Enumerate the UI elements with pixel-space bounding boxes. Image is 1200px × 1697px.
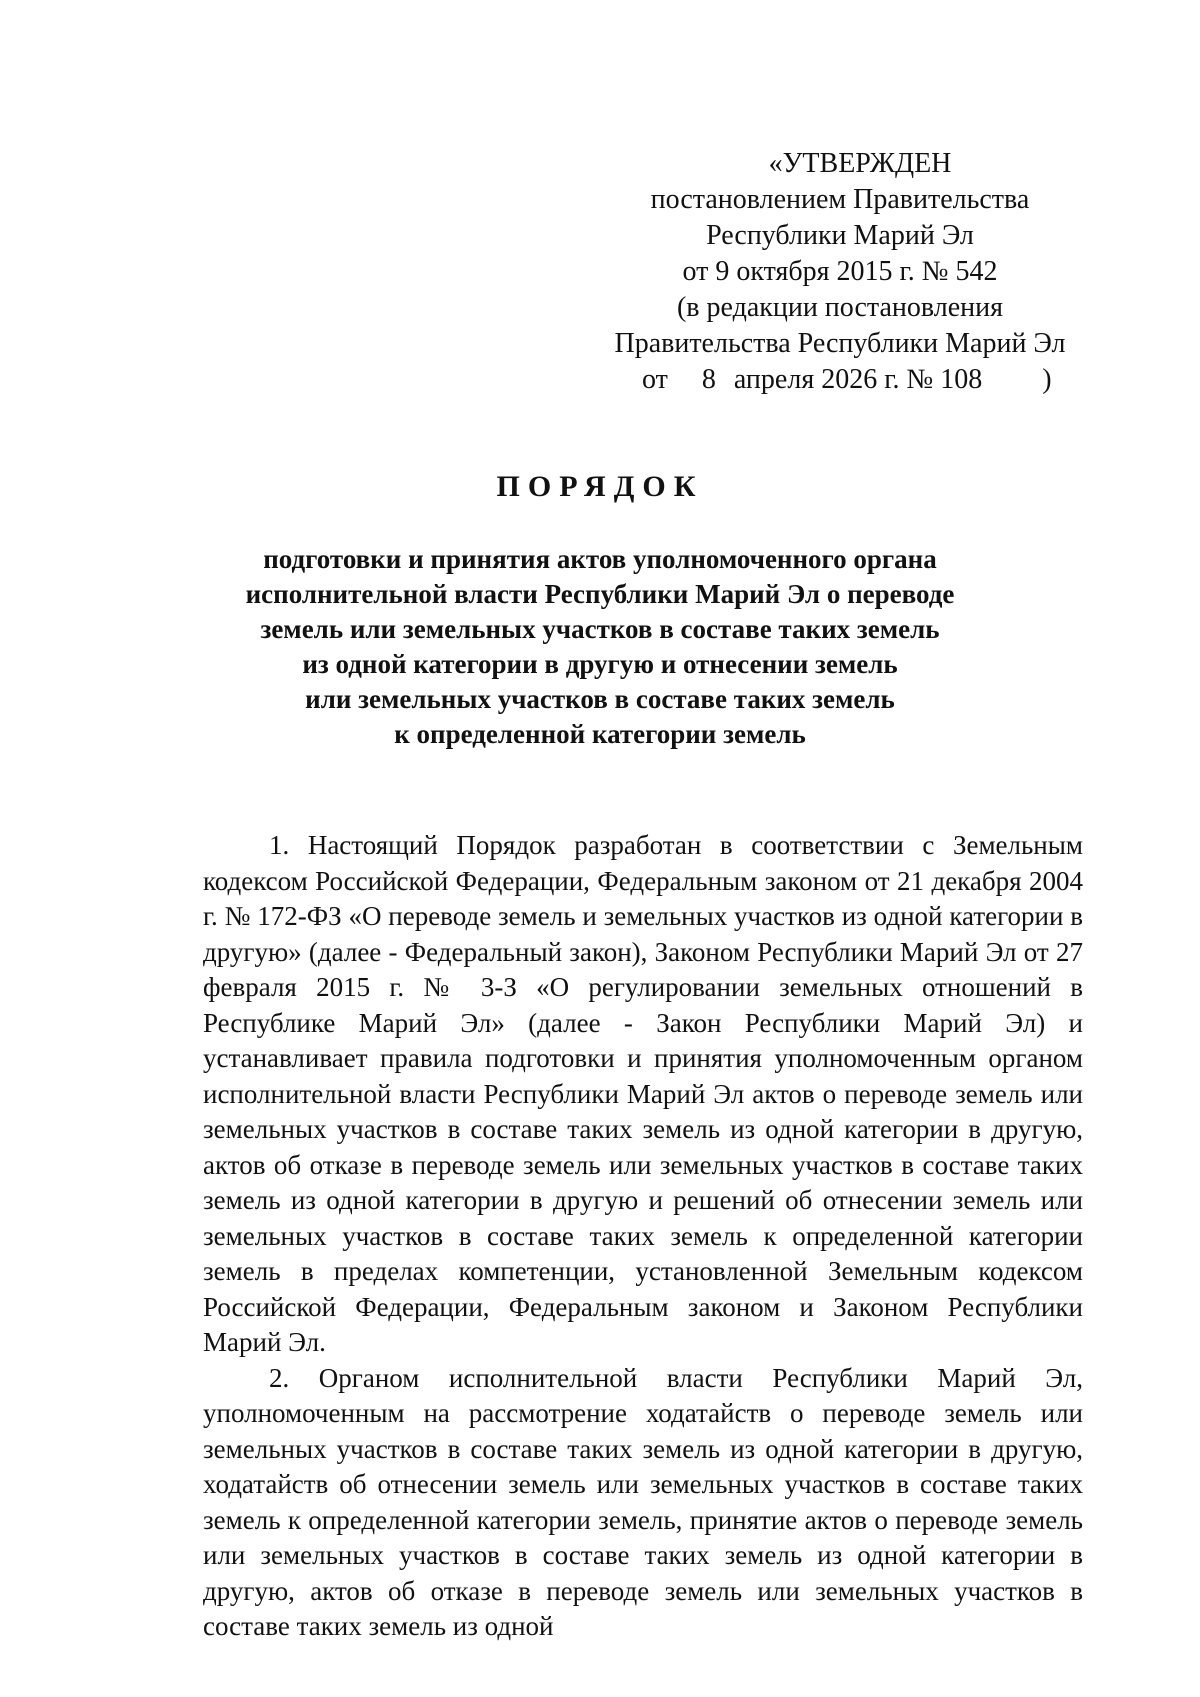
document-title: ПОРЯДОК: [496, 470, 704, 503]
approval-stamp-block: [560, 146, 1120, 398]
subtitle-line: подготовки и принятия актов уполномоченного органа: [263, 544, 937, 574]
paragraph-1: 1. Настоящий Порядок разработан в соответствии с Земельным кодексом Российской Федерации, Федеральным законом от 21 декабря 2004 г. № 172-ФЗ «О переводе земель и земельных участков из одной категории в другую» (далее - Федеральный закон), Законом Республики Марий Эл от 27 февраля 2015 г. № 3-З «О регулировании земельных отношений в Республике Марий Эл» (далее - Закон Республики Марий Эл) и устанавливает правила подготовки и принятия уполномоченным органом исполнительной власти Республики Марий Эл актов о переводе земель или земельных участков в составе таких земель из одной категории в другую, актов об отказе в переводе земель или земельных участков в составе таких земель из одной категории в другую и решений об отнесении земель или земельных участков в составе таких земель к определенной категории земель в пределах компетенции, установленной Земельным кодексом Российской Федерации, Федеральным законом и Законом Республики Марий Эл.: [203, 830, 1083, 1357]
approval-line: Республики Марий Эл: [706, 220, 974, 251]
document-body: [203, 828, 1083, 1645]
approval-line: (в редакции постановления: [676, 292, 1004, 323]
approval-heading: «УТВЕРЖДЕН: [768, 148, 952, 179]
amendment-close-paren: ): [1042, 364, 1052, 395]
paragraph-2: 2. Органом исполнительной власти Республики Марий Эл, уполномоченным на рассмотрение ходатайств о переводе земель или земельных участков в составе таких земель из одной категории в другую, ходатайств об отнесении земель или земельных участков в составе таких земель к определенной категории земель, принятие актов о переводе земель или земельных участков в составе таких земель из одной категории в другую, актов об отказе в переводе земель или земельных участков в составе таких земель из одной: [203, 1362, 1083, 1641]
subtitle-line: исполнительной власти Республики Марий Эл о переводе: [245, 579, 955, 609]
amendment-from: от: [642, 364, 668, 395]
amendment-date-number: апреля 2026 г. № 108: [733, 364, 983, 395]
amendment-date-line: [560, 362, 1120, 398]
approval-line: Правительства Республики Марий Эл: [614, 328, 1066, 359]
approval-line: постановлением Правительства: [650, 184, 1030, 215]
approval-date-number: от 9 октября 2015 г. № 542: [682, 256, 998, 287]
subtitle-line: из одной категории в другую и отнесении земель: [302, 649, 898, 679]
subtitle-line: или земельных участков в составе таких земель: [305, 684, 895, 714]
subtitle-line: земель или земельных участков в составе таких земель: [260, 614, 940, 644]
amendment-day: 8: [701, 364, 716, 395]
subtitle-line: к определенной категории земель: [394, 719, 806, 749]
document-subtitle: [200, 542, 1000, 752]
